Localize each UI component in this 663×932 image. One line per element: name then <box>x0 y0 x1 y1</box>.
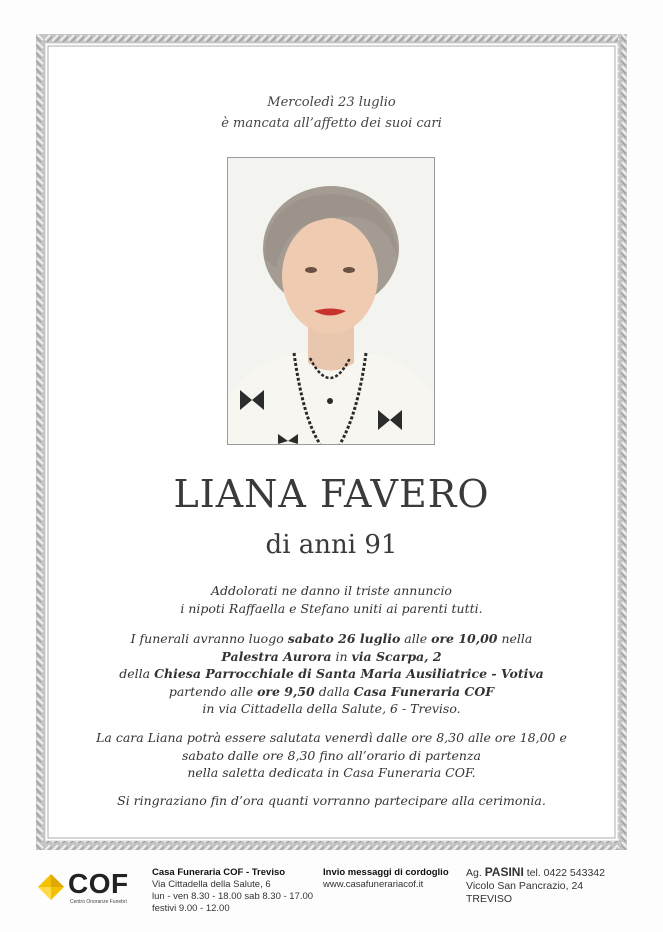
logo-subtitle: Centro Onoranze Funebri <box>70 899 127 905</box>
condolence-title: Invio messaggi di cordoglio <box>323 867 449 878</box>
funeral-line-2: Palestra Aurora in via Scarpa, 2 <box>221 648 442 664</box>
visitation-line-3: nella saletta dedicata in Casa Funeraria COF. <box>187 765 476 780</box>
visitation-line-1: La cara Liana potrà essere salutata venerdì dalle ore 8,30 alle ore 18,00 e <box>96 730 567 745</box>
intro-line-2: è mancata all’affetto dei suoi cari <box>221 116 442 131</box>
logo-text: COF <box>68 868 129 899</box>
thanks-line: Si ringraziano fin d’ora quanti vorranno partecipare alla cerimonia. <box>117 793 546 808</box>
funeral-details-paragraph <box>0 630 663 718</box>
funeral-home-title: Casa Funeraria COF - Treviso <box>152 867 286 878</box>
deceased-name: LIANA FAVERO <box>173 472 490 516</box>
funeral-line-3: della Chiesa Parrocchiale di Santa Maria Ausiliatrice - Votiva <box>119 666 544 681</box>
portrait-photo <box>227 157 435 445</box>
funeral-line-1: I funerali avranno luogo sabato 26 luglio alle ore 10,00 nella <box>130 631 533 646</box>
agency-name-line: Ag. PASINI tel. 0422 543342 <box>466 865 605 879</box>
announcement-line-2: i nipoti Raffaella e Stefano uniti ai parenti tutti. <box>180 600 483 616</box>
cof-logo <box>36 868 136 904</box>
agency-info <box>466 866 605 906</box>
funeral-line-5: in via Cittadella della Salute, 6 - Treviso. <box>202 701 461 716</box>
death-date-intro <box>0 92 663 134</box>
condolence-info <box>323 867 449 891</box>
agency-address: Vicolo San Pancrazio, 24 <box>466 880 584 892</box>
visitation-paragraph <box>0 729 663 782</box>
diamond-logo-icon <box>36 872 66 902</box>
announcement-line-1: Addolorati ne danno il triste annuncio <box>211 583 452 598</box>
funeral-home-info <box>152 867 313 915</box>
footer <box>0 858 663 932</box>
agency-city: TREVISO <box>466 893 513 905</box>
funeral-home-hours-2: festivi 9.00 - 12.00 <box>152 903 230 914</box>
funeral-line-4: partendo alle ore 9,50 dalla Casa Funeraria COF <box>168 683 495 699</box>
deceased-age: di anni 91 <box>265 530 398 560</box>
intro-line-1: Mercoledì 23 luglio <box>267 95 396 110</box>
funeral-home-address: Via Cittadella della Salute, 6 <box>152 879 271 890</box>
visitation-line-2: sabato dalle ore 8,30 fino all’orario di partenza <box>182 747 481 763</box>
condolence-website-link[interactable]: www.casafunerariacof.it <box>323 879 424 890</box>
funeral-home-hours-1: lun - ven 8.30 - 18.00 sab 8.30 - 17.00 <box>152 891 314 902</box>
announcement-paragraph <box>0 582 663 617</box>
